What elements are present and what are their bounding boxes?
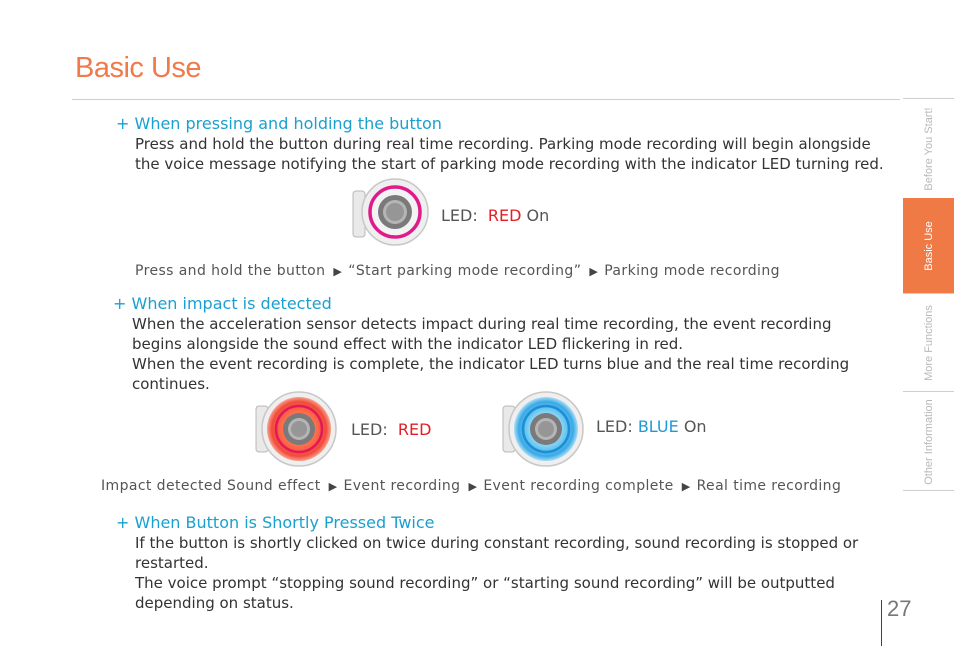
body-line: the voice message notifying the start of parking mode recording with the indicator LED turning red. (135, 155, 884, 173)
tab-label: Before You Start! (922, 107, 935, 191)
led-status-red-on (441, 206, 549, 225)
flow-step: Press and hold the button (135, 263, 326, 279)
flow-step: Event recording (343, 478, 461, 494)
led-status-blue-on (596, 417, 707, 436)
led-suffix: On (678, 417, 707, 436)
body-line: When the acceleration sensor detects impact during real time recording, the event recording (132, 315, 832, 333)
led-color-word: RED (487, 206, 522, 225)
led-status-red (351, 420, 431, 439)
button-led-glow-blue-icon (502, 389, 588, 469)
tab-more-functions[interactable] (903, 293, 954, 392)
side-tab-bar (903, 98, 954, 490)
flow-step: “Start parking mode recording” (348, 263, 582, 279)
page-number-divider (881, 600, 882, 646)
section-body-impact (132, 314, 849, 394)
tab-label: More Functions (922, 305, 935, 381)
flow-arrow-icon: ▶ (681, 480, 691, 493)
flow-arrow-icon: ▶ (333, 265, 343, 278)
flow-step: Impact detected Sound effect (101, 478, 321, 494)
body-line: Press and hold the button during real time recording. Parking mode recording will begin alongside (135, 135, 871, 153)
title-divider (72, 99, 900, 100)
tab-other-information[interactable] (903, 391, 954, 491)
tab-bar-bottom-rule (903, 490, 954, 491)
flow-arrow-icon: ▶ (328, 480, 338, 493)
led-prefix: LED: (351, 420, 388, 439)
section-heading-press-hold: + When pressing and holding the button (116, 114, 442, 133)
flow-arrow-icon: ▶ (468, 480, 478, 493)
button-led-glow-red-icon (255, 389, 341, 469)
led-prefix: LED: (596, 417, 633, 436)
led-color-word: BLUE (637, 417, 679, 436)
body-line: continues. (132, 375, 210, 393)
page-number: 27 (887, 596, 912, 621)
page-title: Basic Use (75, 52, 202, 84)
flow-arrow-icon: ▶ (589, 265, 599, 278)
flow-step: Parking mode recording (604, 263, 780, 279)
tab-basic-use[interactable] (903, 198, 954, 293)
section-body-press-hold (135, 134, 884, 174)
led-suffix: On (521, 206, 550, 225)
tab-label: Other Information (922, 398, 935, 485)
led-color-word: RED (397, 420, 432, 439)
button-led-ring-pink-icon (352, 177, 438, 247)
body-line: When the event recording is complete, the indicator LED turns blue and the real time recording (132, 355, 850, 373)
body-line: If the button is shortly clicked on twice during constant recording, sound recording is stopped or (135, 534, 859, 552)
flow-step: Real time recording (696, 478, 842, 494)
section-heading-impact: + When impact is detected (113, 294, 332, 313)
body-line: The voice prompt “stopping sound recording” or “starting sound recording” will be outputted (135, 574, 835, 592)
tab-label: Basic Use (922, 221, 935, 271)
section-body-press-twice (135, 533, 858, 613)
flow-step: Event recording complete (483, 478, 674, 494)
flow-press-hold (135, 263, 780, 279)
body-line: restarted. (135, 554, 209, 572)
body-line: depending on status. (135, 594, 294, 612)
section-heading-press-twice: + When Button is Shortly Pressed Twice (116, 513, 435, 532)
tab-before-you-start[interactable] (903, 98, 954, 199)
flow-impact (101, 478, 841, 494)
body-line: begins alongside the sound effect with the indicator LED flickering in red. (132, 335, 684, 353)
led-prefix: LED: (441, 206, 478, 225)
